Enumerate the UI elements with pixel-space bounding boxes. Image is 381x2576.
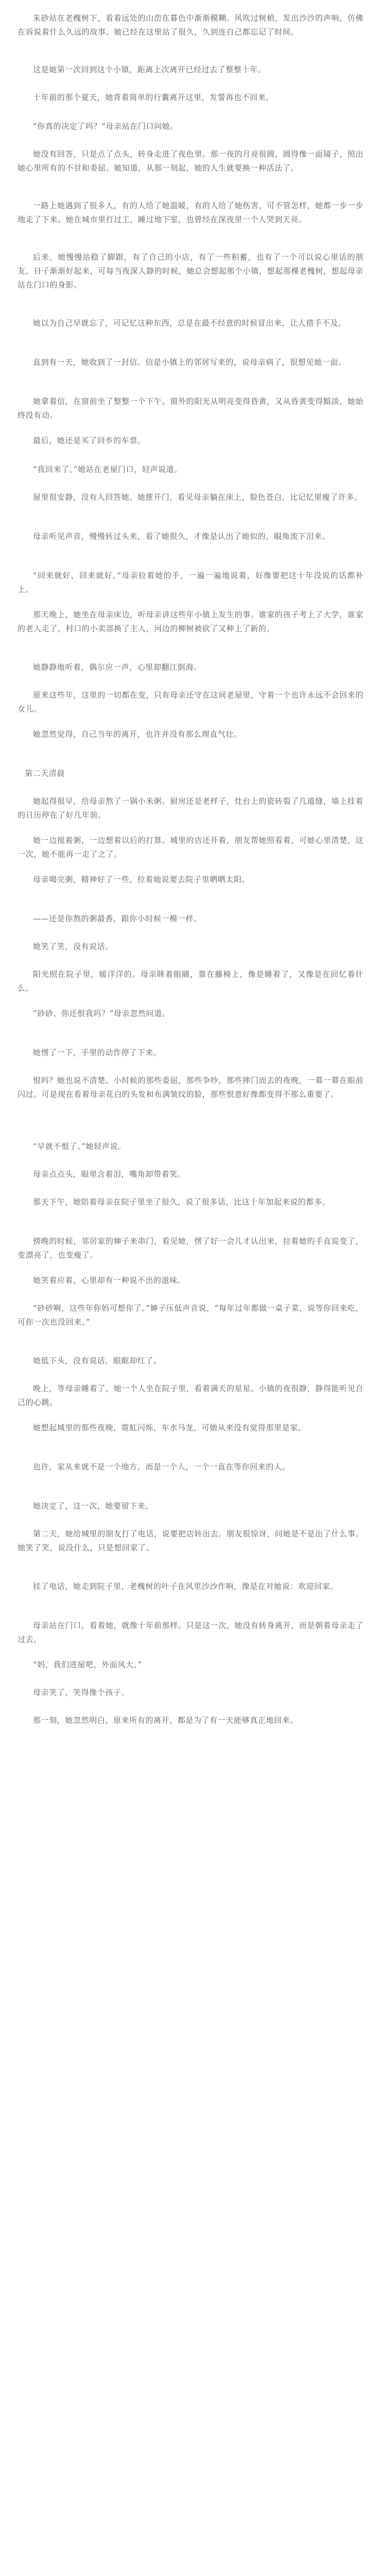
paragraph: “早就不恨了。”她轻声说。 bbox=[33, 1142, 126, 1151]
paragraph: 那天晚上，她坐在母亲床边，听母亲讲这些年小镇上发生的事。谁家的孩子考上了大学，谁家的老人走了，村口的小卖部换了主人，河边的柳树被砍了又种上了新的。 bbox=[18, 610, 363, 633]
paragraph: 她拿着信，在窗前坐了整整一个下午。窗外的阳光从明亮变得昏黄，又从昏黄变得黯淡，她始终没有动。 bbox=[18, 397, 363, 420]
paragraph: 朱砂站在老槐树下，看着远处的山峦在暮色中渐渐模糊。风吹过树梢，发出沙沙的声响，仿佛在诉说着什么久远的故事。她已经在这里站了很久，久到连自己都忘记了时间。 bbox=[18, 13, 363, 37]
paragraph: 母亲笑了，笑得像个孩子。 bbox=[33, 1688, 130, 1697]
paragraph: 她忽然觉得，自己当年的离开，也许并没有那么理直气壮。 bbox=[33, 730, 242, 739]
paragraph: 她一边搅着粥，一边想着以后的打算。城里的店还开着，朋友帮她照看着，可她心里清楚，这一次，她不能再一走了之了。 bbox=[18, 836, 363, 859]
paragraph: 阳光照在院子里，暖洋洋的。母亲眯着眼睛，靠在藤椅上，像是睡着了，又像是在回忆着什么。 bbox=[18, 970, 363, 993]
paragraph: 屋里很安静，没有人回答她。她推开门，看见母亲躺在床上，脸色苍白，比记忆里瘦了许多。 bbox=[33, 493, 362, 502]
paragraph: 母亲点点头，眼里含着泪，嘴角却带着笑。 bbox=[33, 1170, 186, 1179]
paragraph: “砂砂，你还恨我吗？”母亲忽然问道。 bbox=[33, 1009, 170, 1018]
paragraph: 她起得很早，给母亲熬了一锅小米粥。厨房还是老样子，灶台上的瓷砖裂了几道缝，墙上挂着的日历停在了好几年前。 bbox=[18, 796, 363, 820]
paragraph: 挂了电话，她走到院子里，老槐树的叶子在风里沙沙作响，像是在对她说：欢迎回家。 bbox=[33, 1582, 338, 1591]
paragraph: “我回来了。”她站在老屋门口，轻声说道。 bbox=[33, 465, 182, 474]
paragraph: “你真的决定了吗？”母亲站在门口问她。 bbox=[33, 122, 178, 131]
paragraph: 也许，家从来就不是一个地方，而是一个人，一个一直在等你回来的人。 bbox=[33, 1462, 290, 1471]
paragraph: “砂砂啊，这些年你妈可想你了。”婶子压低声音说，“每年过年都做一桌子菜，说等你回来吃，可你一次也没回来。” bbox=[18, 1303, 363, 1327]
paragraph: 原来这些年，这里的一切都在变，只有母亲还守在这间老屋里，守着一个也许永远不会回来的女儿。 bbox=[18, 690, 363, 714]
paragraph: 母亲喝完粥，精神好了一些，拉着她说要去院子里晒晒太阳。 bbox=[33, 875, 250, 884]
paragraph: “妈，我们进屋吧，外面风大。” bbox=[33, 1660, 142, 1669]
paragraph: 她以为自己早就忘了，可记忆这种东西，总是在最不经意的时候冒出来，让人措手不及。 bbox=[33, 318, 347, 328]
paragraph: “回来就好，回来就好。”母亲拉着她的手，一遍一遍地说着，好像要把这十年没说的话都补上。 bbox=[18, 571, 363, 594]
paragraph: 她没有回答，只是点了点头，转身走进了夜色里。那一夜的月亮很圆，圆得像一面镜子，照出她心里所有的不甘和委屈。她知道，从那一刻起，她的人生就要换一种活法了。 bbox=[18, 149, 363, 173]
paragraph: 第二天，她给城里的朋友打了电话，说要把店转出去。朋友很惊讶，问她是不是出了什么事。她笑了笑，说没什么，只是想回家了。 bbox=[18, 1529, 363, 1552]
paragraph: ——还是你熬的粥最香，跟你小时候一模一样。 bbox=[33, 914, 202, 923]
paragraph: 这是她第一次回到这个小镇，距离上次离开已经过去了整整十年。 bbox=[33, 65, 266, 74]
section-heading: 第二天清晨 bbox=[25, 769, 65, 778]
paragraph: 那一刻，她忽然明白，原来所有的离开，都是为了有一天能够真正地回来。 bbox=[33, 1716, 298, 1725]
paragraph: 一路上她遇到了很多人，有的人给了她温暖，有的人给了她伤害，可不管怎样，她都一步一步地走了下来。她在城市里打过工，睡过地下室，也曾经在深夜里一个人哭到天亮。 bbox=[18, 201, 363, 224]
paragraph: 最后，她还是买了回乡的车票。 bbox=[33, 436, 146, 445]
paragraph: 那天下午，她陪着母亲在院子里坐了很久，说了很多话，比这十年加起来说的都多。 bbox=[33, 1197, 331, 1207]
paragraph: 她笑着应着，心里却有一种说不出的滋味。 bbox=[33, 1276, 186, 1285]
paragraph: 她笑了笑，没有说话。 bbox=[33, 942, 114, 951]
paragraph: 十年前的那个夏天，她背着简单的行囊离开这里，发誓再也不回来。 bbox=[33, 93, 274, 102]
paragraph: 直到有一天，她收到了一封信。信是小镇上的邻居写来的，说母亲病了，很想见她一面。 bbox=[33, 358, 347, 367]
paragraph: 傍晚的时候，邻居家的婶子来串门，看见她，愣了好一会儿才认出来，拉着她的手直说变了，变漂亮了，也变瘦了。 bbox=[18, 1236, 363, 1260]
paragraph: 后来，她慢慢站稳了脚跟，有了自己的小店，有了一些积蓄，也有了一个可以说心里话的朋友。日子渐渐好起来，可每当夜深人静的时候，她总会想起那个小镇，想起那棵老槐树，想起母亲站在门口的身影。 bbox=[18, 252, 363, 290]
paragraph: 她想起城里的那些夜晚，霓虹闪烁，车水马龙，可她从来没有觉得那里是家。 bbox=[33, 1423, 306, 1432]
paragraph: 她静静地听着，偶尔应一声，心里却翻江倒海。 bbox=[33, 663, 202, 672]
paragraph: 母亲听见声音，慢慢转过头来，看了她很久，才像是认出了她似的，眼角流下泪来。 bbox=[33, 532, 331, 541]
paragraph: 恨吗？她也说不清楚。小时候的那些委屈，那些争吵，那些摔门而去的夜晚，一幕一幕在眼前闪过。可是现在看着母亲花白的头发和布满皱纹的脸，那些恨意好像都变得不那么重要了。 bbox=[18, 1076, 363, 1099]
paragraph: 晚上，等母亲睡着了，她一个人坐在院子里，看着满天的星星。小镇的夜很静，静得能听见自己的心跳。 bbox=[18, 1384, 363, 1407]
paragraph: 母亲站在门口，看着她，就像十年前那样。只是这一次，她没有转身离开，而是朝着母亲走了过去。 bbox=[18, 1621, 363, 1644]
paragraph: 她低下头，没有说话，眼眶却红了。 bbox=[33, 1356, 162, 1365]
paragraph: 她愣了一下，手里的动作停了下来。 bbox=[33, 1048, 162, 1057]
paragraph: 她决定了，这一次，她要留下来。 bbox=[33, 1501, 154, 1511]
